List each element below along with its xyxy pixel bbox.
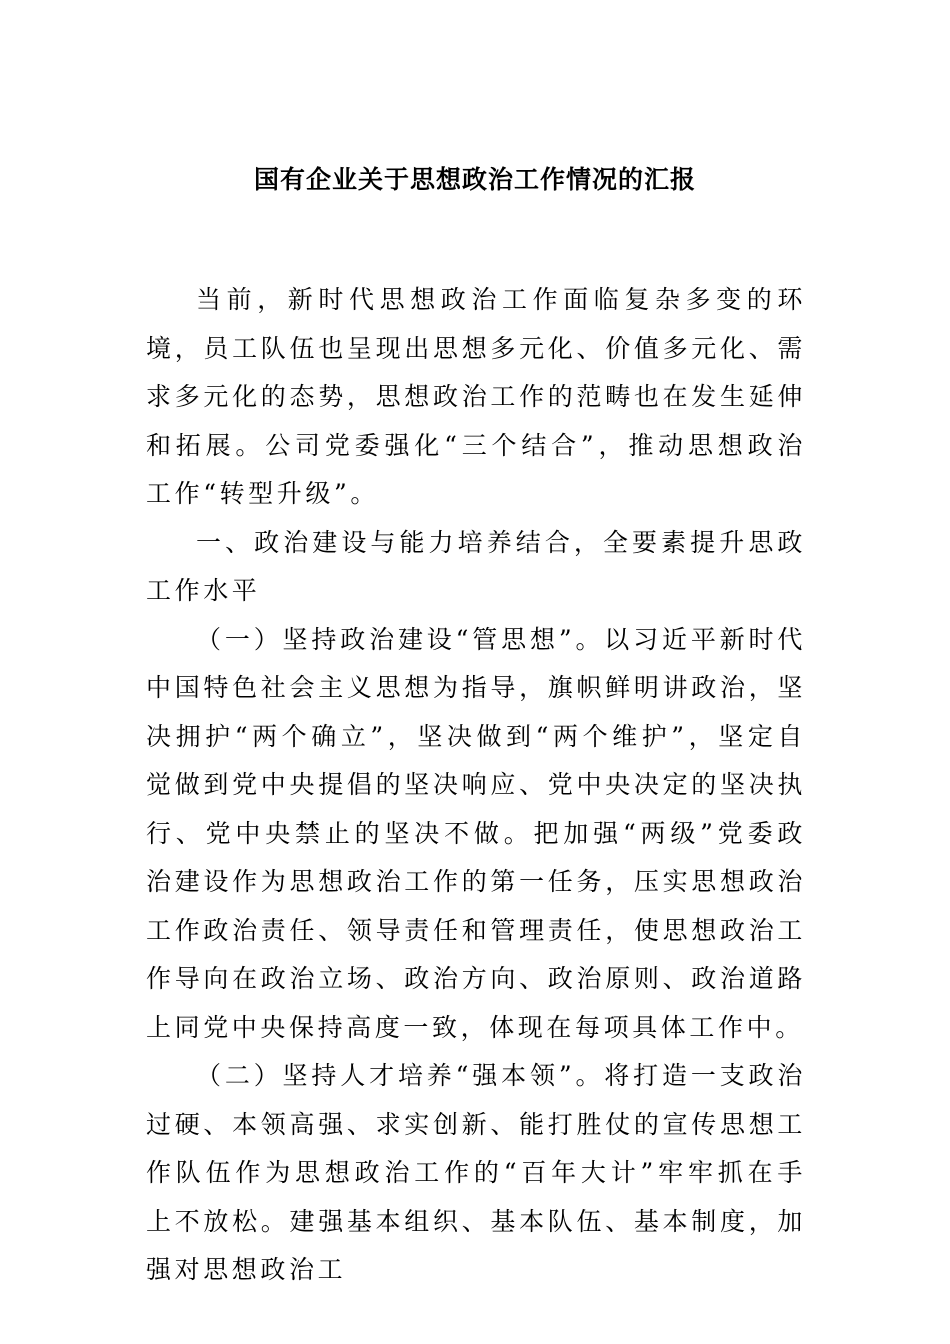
paragraph-item-2: （二）坚持人才培养“强本领”。将打造一支政治过硬、本领高强、求实创新、能打胜仗的宣传思想工作队伍作为思想政治工作的“百年大计”牢牢抓在手上不放松。建强基本组织、基本队伍、基本制度，加强对思想政治工	[146, 1061, 806, 1284]
paragraph-item-1: （一）坚持政治建设“管思想”。以习近平新时代中国特色社会主义思想为指导，旗帜鲜明讲政治，坚决拥护“两个确立”，坚决做到“两个维护”，坚定自觉做到党中央提倡的坚决响应、党中央决定的坚决执行、党中央禁止的坚决不做。把加强“两级”党委政治建设作为思想政治工作的第一任务，压实思想政治工作政治责任、领导责任和管理责任，使思想政治工作导向在政治立场、政治方向、政治原则、政治道路上同党中央保持高度一致，体现在每项具体工作中。	[146, 624, 806, 1042]
paragraph-intro: 当前，新时代思想政治工作面临复杂多变的环境，员工队伍也呈现出思想多元化、价值多元化、需求多元化的态势，思想政治工作的范畴也在发生延伸和拓展。公司党委强化“三个结合”，推动思想政治工作“转型升级”。	[146, 285, 806, 508]
document-title: 国有企业关于思想政治工作情况的汇报	[253, 165, 696, 194]
paragraph-section-heading: 一、政治建设与能力培养结合，全要素提升思政工作水平	[146, 527, 806, 605]
document-body	[146, 276, 806, 1295]
